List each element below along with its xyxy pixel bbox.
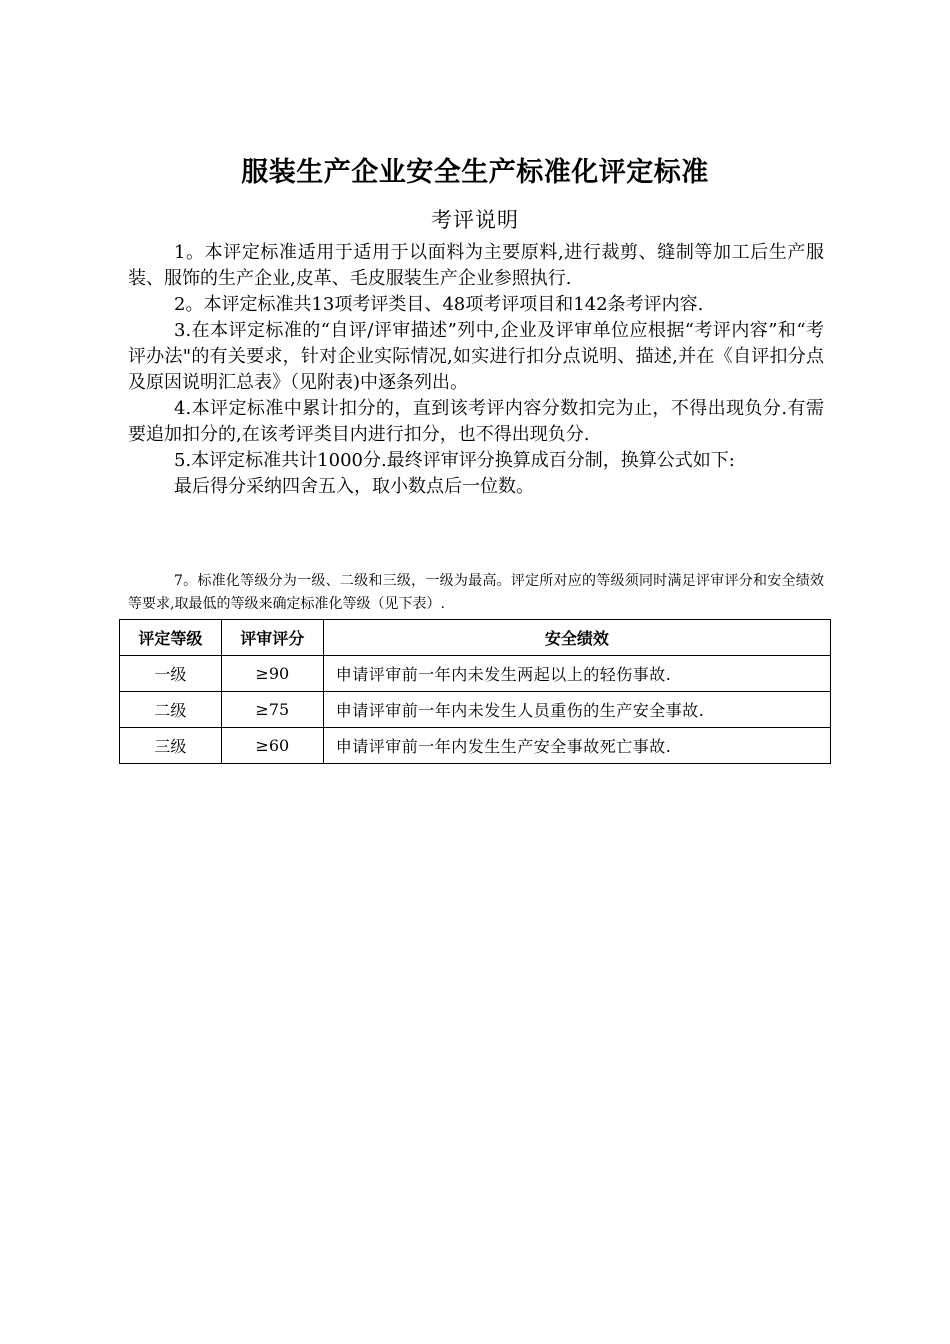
- header-score: 评审评分: [221, 620, 323, 656]
- performance-cell: 申请评审前一年内未发生人员重伤的生产安全事故.: [323, 692, 830, 728]
- section-heading: 考评说明: [431, 208, 519, 232]
- performance-cell: 申请评审前一年内发生生产安全事故死亡事故.: [323, 728, 830, 764]
- grade-cell: 三级: [120, 728, 222, 764]
- table-header-row: [120, 620, 831, 656]
- grade-note: [128, 570, 824, 616]
- performance-cell: 申请评审前一年内未发生两起以上的轻伤事故.: [323, 656, 830, 692]
- paragraph-1: 1。本评定标准适用于适用于以面料为主要原料,进行裁剪、缝制等加工后生产服装、服饰的生产企业,皮革、毛皮服装生产企业参照执行.: [128, 242, 824, 289]
- score-cell: ≥90: [221, 656, 323, 692]
- document-title: 服装生产企业安全生产标准化评定标准: [241, 157, 709, 188]
- paragraph-6: 最后得分采纳四舍五入，取小数点后一位数。: [174, 476, 534, 497]
- header-grade: 评定等级: [120, 620, 222, 656]
- score-cell: ≥60: [221, 728, 323, 764]
- header-performance: 安全绩效: [323, 620, 830, 656]
- table-row: [120, 728, 831, 764]
- grade-cell: 二级: [120, 692, 222, 728]
- table-row: [120, 692, 831, 728]
- grade-table: [119, 619, 831, 764]
- paragraph-4: 4.本评定标准中累计扣分的，直到该考评内容分数扣完为止，不得出现负分.有需要追加扣分的,在该考评类目内进行扣分，也不得出现负分.: [128, 398, 824, 445]
- table-row: [120, 656, 831, 692]
- score-cell: ≥75: [221, 692, 323, 728]
- instructions-body: [128, 240, 824, 500]
- paragraph-3: 3.在本评定标准的“自评/评审描述”列中,企业及评审单位应根据“考评内容”和“考评办法"的有关要求，针对企业实际情况,如实进行扣分点说明、描述,并在《自评扣分点及原因说明汇总表》（见附表)中逐条列出。: [128, 320, 824, 393]
- grade-note-text: 7。标准化等级分为一级、二级和三级，一级为最高。评定所对应的等级须同时满足评审评分和安全绩效等要求,取最低的等级来确定标准化等级（见下表）.: [128, 573, 824, 612]
- paragraph-5: 5.本评定标准共计1000分.最终评审评分换算成百分制，换算公式如下:: [174, 450, 735, 471]
- paragraph-2: 2。本评定标准共13项考评类目、48项考评项目和142条考评内容.: [174, 294, 704, 315]
- grade-cell: 一级: [120, 656, 222, 692]
